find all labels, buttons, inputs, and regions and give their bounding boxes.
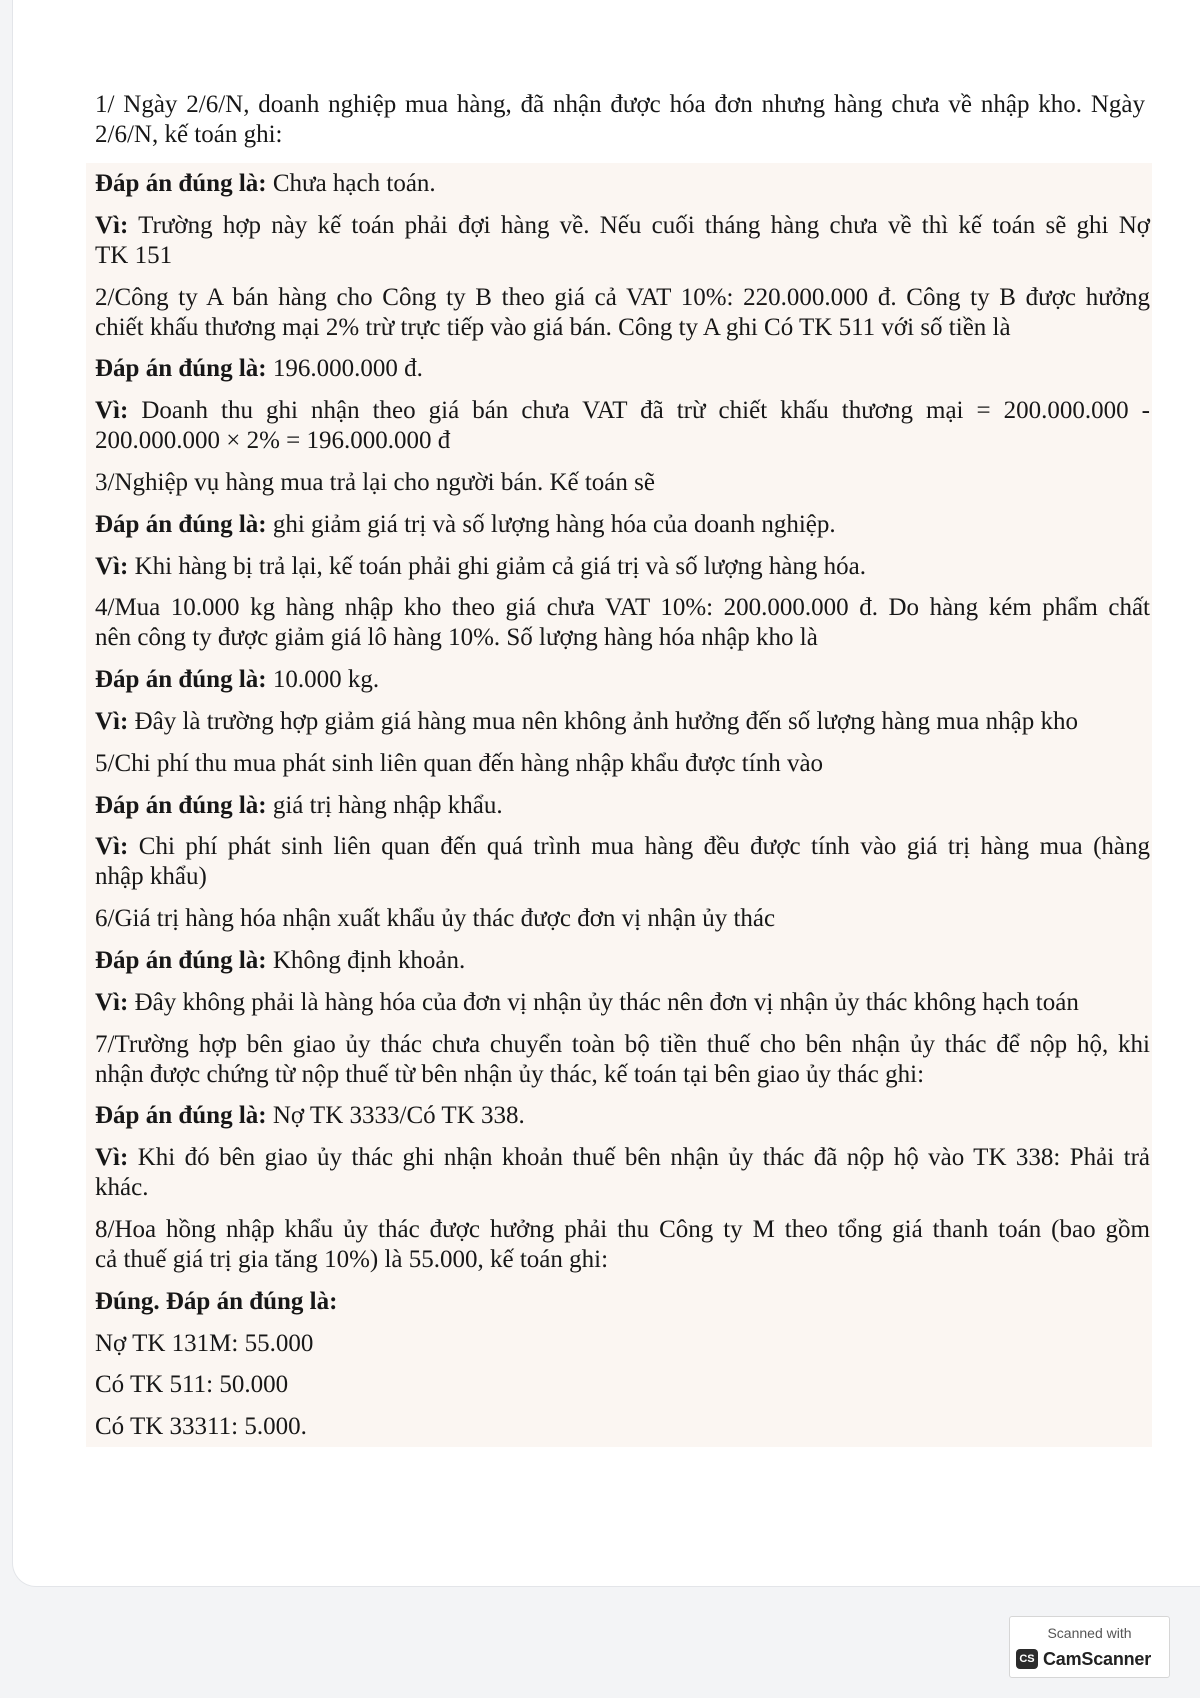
reason-5 xyxy=(95,832,1150,892)
reason-text: Chi phí phát sinh liên quan đến quá trình mua hàng đều được tính vào giá trị hàng mua (hàng xyxy=(138,833,1150,861)
journal-entry-line: Có TK 511: 50.000 xyxy=(95,1371,289,1399)
answer-6 xyxy=(95,946,1150,976)
question-2 xyxy=(95,283,1150,343)
journal-entry-debit xyxy=(95,1329,1150,1359)
answer-label: Đúng. Đáp án đúng là: xyxy=(95,1287,338,1315)
reason-4 xyxy=(95,707,1150,737)
reason-label: Vì: xyxy=(95,833,129,861)
reason-line: 200.000.000 × 2% = 196.000.000 đ xyxy=(95,427,451,455)
answer-4 xyxy=(95,665,1150,695)
camscanner-logo-icon: CS xyxy=(1016,1649,1038,1669)
journal-entry-line: Nợ TK 131M: 55.000 xyxy=(95,1329,314,1357)
watermark-brand-row xyxy=(1016,1648,1151,1670)
reason-1 xyxy=(95,211,1150,271)
question-line: 6/Giá trị hàng hóa nhận xuất khẩu ủy thác được đơn vị nhận ủy thác xyxy=(95,905,776,933)
question-4 xyxy=(95,593,1150,653)
question-1 xyxy=(95,90,1145,150)
answer-text: 196.000.000 đ. xyxy=(272,355,423,383)
answer-line xyxy=(95,791,1150,821)
reason-text: Doanh thu ghi nhận theo giá bán chưa VAT đã trừ chiết khấu thương mại = 200.000.000 - xyxy=(141,397,1150,425)
question-6 xyxy=(95,904,1150,934)
answer-line xyxy=(95,1101,1150,1131)
journal-entry-line: Có TK 33311: 5.000. xyxy=(95,1413,307,1441)
reason-line xyxy=(95,707,1150,737)
question-7 xyxy=(95,1030,1150,1090)
reason-text: Đây là trường hợp giảm giá hàng mua nên không ảnh hưởng đến số lượng hàng mua nhập kho xyxy=(134,707,1078,735)
journal-entry-credit xyxy=(95,1370,1150,1400)
answer-label: Đáp án đúng là: xyxy=(95,791,267,819)
answer-line xyxy=(95,169,1150,199)
reason-label: Vì: xyxy=(95,552,129,580)
reason-label: Vì: xyxy=(95,988,129,1016)
answer-text: giá trị hàng nhập khẩu. xyxy=(272,791,503,819)
answer-5 xyxy=(95,791,1150,821)
reason-line xyxy=(95,832,1150,862)
answer-text: Chưa hạch toán. xyxy=(272,170,436,197)
reason-line xyxy=(95,396,1150,426)
reason-label: Vì: xyxy=(95,707,129,735)
answer-block xyxy=(86,163,1152,1447)
question-line: nhận được chứng từ nộp thuế từ bên nhận ủy thác, kế toán tại bên giao ủy thác ghi: xyxy=(95,1060,925,1088)
question-line: 1/ Ngày 2/6/N, doanh nghiệp mua hàng, đã nhận được hóa đơn nhưng hàng chưa về nhập kho. Ngày xyxy=(95,91,1145,118)
reason-line xyxy=(95,552,1150,582)
watermark-caption: Scanned with xyxy=(1047,1625,1132,1641)
question-line: 5/Chi phí thu mua phát sinh liên quan đến hàng nhập khẩu được tính vào xyxy=(95,749,824,777)
question-line: 7/Trường hợp bên giao ủy thác chưa chuyển toàn bộ tiền thuế cho bên nhận ủy thác để nộp hộ, khi xyxy=(95,1030,1150,1058)
answer-text: Nợ TK 3333/Có TK 338. xyxy=(272,1102,525,1130)
question-8 xyxy=(95,1215,1150,1275)
reason-label: Vì: xyxy=(95,1144,129,1172)
answer-label: Đáp án đúng là: xyxy=(95,946,267,974)
reason-7 xyxy=(95,1143,1150,1203)
answer-8 xyxy=(95,1287,1150,1317)
question-5 xyxy=(95,749,1150,779)
camscanner-watermark xyxy=(1009,1616,1170,1678)
reason-line xyxy=(95,211,1150,241)
reason-line xyxy=(95,988,1150,1018)
question-line: nên công ty được giảm giá lô hàng 10%. Số lượng hàng hóa nhập kho là xyxy=(95,624,818,652)
answer-line xyxy=(95,510,1150,540)
answer-line xyxy=(95,354,1150,384)
reason-line xyxy=(95,1143,1150,1173)
reason-2 xyxy=(95,396,1150,456)
answer-text: Không định khoản. xyxy=(272,946,466,974)
reason-line: TK 151 xyxy=(95,241,173,269)
answer-label: Đáp án đúng là: xyxy=(95,355,267,383)
answer-label: Đáp án đúng là: xyxy=(95,170,267,197)
reason-label: Vì: xyxy=(95,211,129,239)
question-line: 8/Hoa hồng nhập khẩu ủy thác được hưởng phải thu Công ty M theo tổng giá thanh toán (bao gồm xyxy=(95,1215,1150,1243)
question-line: 3/Nghiệp vụ hàng mua trả lại cho người bán. Kế toán sẽ xyxy=(95,468,655,496)
answer-label: Đáp án đúng là: xyxy=(95,1102,267,1130)
answer-3 xyxy=(95,510,1150,540)
answer-7 xyxy=(95,1101,1150,1131)
question-line: chiết khấu thương mại 2% trừ trực tiếp vào giá bán. Công ty A ghi Có TK 511 với số tiền là xyxy=(95,313,1011,341)
reason-label: Vì: xyxy=(95,397,129,425)
answer-text: ghi giảm giá trị và số lượng hàng hóa của doanh nghiệp. xyxy=(272,510,836,538)
answer-label: Đáp án đúng là: xyxy=(95,666,267,694)
answer-label: Đáp án đúng là: xyxy=(95,510,267,538)
watermark-brand: CamScanner xyxy=(1043,1648,1152,1669)
reason-3 xyxy=(95,552,1150,582)
reason-text: Khi hàng bị trả lại, kế toán phải ghi giảm cả giá trị và số lượng hàng hóa. xyxy=(134,552,867,580)
reason-text: Khi đó bên giao ủy thác ghi nhận khoản thuế bên nhận ủy thác đã nộp hộ vào TK 338: Phải trả xyxy=(137,1144,1150,1172)
answer-text: 10.000 kg. xyxy=(272,666,380,694)
question-line: 4/Mua 10.000 kg hàng nhập kho theo giá chưa VAT 10%: 200.000.000 đ. Do hàng kém phẩm chất xyxy=(95,594,1150,622)
answer-line xyxy=(95,665,1150,695)
reason-line: nhập khẩu) xyxy=(95,863,207,891)
answer-1 xyxy=(95,169,1150,199)
question-line: 2/6/N, kế toán ghi: xyxy=(95,121,283,148)
reason-text: Trường hợp này kế toán phải đợi hàng về. Nếu cuối tháng hàng chưa về thì kế toán sẽ ghi Nợ xyxy=(138,211,1150,239)
reason-line: khác. xyxy=(95,1174,149,1202)
question-3 xyxy=(95,468,1150,498)
question-line: 2/Công ty A bán hàng cho Công ty B theo giá cả VAT 10%: 220.000.000 đ. Công ty B được hưởng xyxy=(95,283,1150,311)
answer-2 xyxy=(95,354,1150,384)
question-line: cả thuế giá trị gia tăng 10%) là 55.000, kế toán ghi: xyxy=(95,1245,609,1273)
journal-entry-credit xyxy=(95,1412,1150,1442)
reason-text: Đây không phải là hàng hóa của đơn vị nhận ủy thác nên đơn vị nhận ủy thác không hạch toán xyxy=(134,988,1079,1016)
answer-line xyxy=(95,946,1150,976)
reason-6 xyxy=(95,988,1150,1018)
